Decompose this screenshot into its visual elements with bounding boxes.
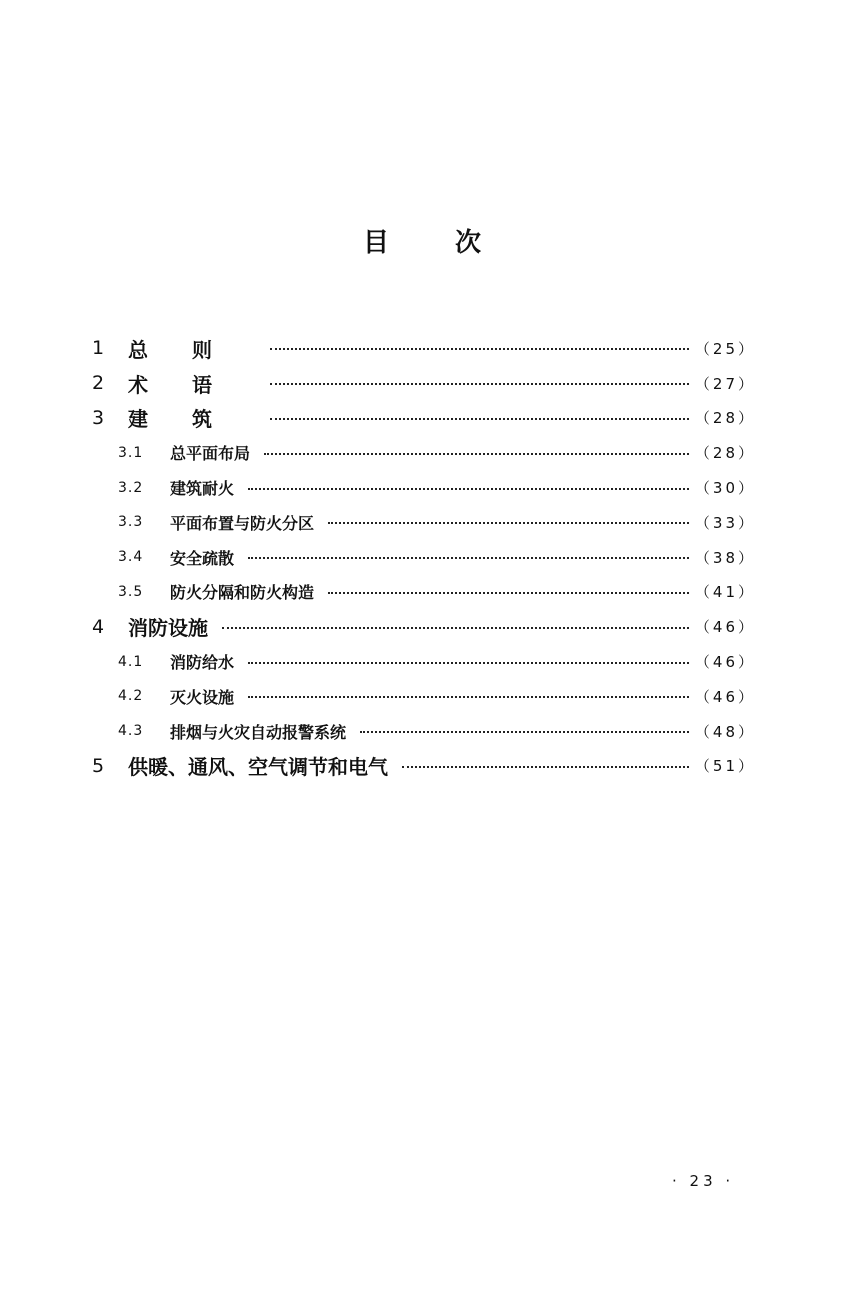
page-number: · 23 ·	[672, 1172, 735, 1190]
toc-entry	[92, 714, 756, 749]
dot-leader	[248, 696, 689, 698]
toc-entry-label: 消防给水	[170, 653, 235, 673]
toc-entry	[92, 749, 756, 784]
toc-entry-number: 4.1	[118, 653, 144, 670]
dot-leader	[402, 766, 689, 768]
toc-entry-number: 4.2	[118, 688, 144, 705]
dot-leader	[270, 383, 689, 385]
toc-entry-label: 供暖、通风、空气调节和电气	[128, 755, 388, 780]
dot-leader	[264, 453, 689, 455]
toc-entry-label: 总平面布局	[170, 444, 251, 464]
dot-leader	[248, 488, 689, 490]
toc-entry-number: 3	[92, 406, 105, 429]
toc-entry	[92, 366, 756, 401]
toc-entry	[92, 331, 756, 366]
toc-entry	[92, 609, 756, 644]
toc-entry-number: 3.5	[118, 583, 144, 600]
toc-entry-page: （27）	[694, 374, 756, 393]
toc-entry-page: （25）	[694, 339, 756, 358]
dot-leader	[270, 348, 689, 350]
toc-entry-page: （51）	[694, 757, 756, 776]
dot-leader	[248, 557, 689, 559]
toc-entry-number: 4	[92, 615, 105, 638]
toc-entry	[92, 435, 756, 470]
toc-entry-label: 安全疏散	[170, 548, 235, 568]
toc-entry-number: 2	[92, 372, 105, 395]
toc-entry-page: （30）	[694, 479, 756, 498]
toc-entry-number: 3.3	[118, 514, 144, 531]
table-of-contents	[92, 331, 756, 783]
toc-entry	[92, 540, 756, 575]
toc-title	[0, 222, 844, 259]
toc-title-char: 次	[455, 228, 482, 258]
toc-entry-label: 排烟与火灾自动报警系统	[170, 722, 347, 742]
toc-entry-page: （46）	[694, 618, 756, 637]
toc-title-char: 目	[362, 228, 389, 258]
toc-entry-page: （33）	[694, 513, 756, 532]
toc-entry-label: 建筑耐火	[170, 479, 235, 499]
dot-leader	[360, 731, 689, 733]
dot-leader	[328, 592, 689, 594]
toc-entry-label: 消防设施	[128, 616, 208, 641]
toc-entry	[92, 679, 756, 714]
toc-entry-label: 建筑	[128, 407, 256, 432]
toc-entry-label: 术语	[128, 372, 256, 397]
toc-entry-label: 灭火设施	[170, 687, 235, 707]
toc-entry-number: 3.2	[118, 479, 144, 496]
toc-entry-page: （46）	[694, 687, 756, 706]
toc-entry	[92, 575, 756, 610]
toc-entry-number: 3.4	[118, 549, 144, 566]
toc-entry-number: 1	[92, 337, 105, 360]
toc-entry	[92, 470, 756, 505]
toc-entry-page: （46）	[694, 653, 756, 672]
toc-entry-label: 平面布置与防火分区	[170, 513, 315, 533]
dot-leader	[328, 522, 689, 524]
toc-entry-number: 3.1	[118, 444, 144, 461]
toc-entry-number: 5	[92, 754, 105, 777]
toc-entry	[92, 401, 756, 436]
toc-entry-page: （38）	[694, 548, 756, 567]
toc-entry-page: （41）	[694, 583, 756, 602]
toc-entry	[92, 505, 756, 540]
toc-entry-label: 总则	[128, 337, 256, 362]
toc-entry-number: 4.3	[118, 723, 144, 740]
toc-entry	[92, 644, 756, 679]
toc-entry-page: （48）	[694, 722, 756, 741]
dot-leader	[248, 662, 689, 664]
toc-entry-page: （28）	[694, 409, 756, 428]
dot-leader	[222, 627, 689, 629]
toc-entry-page: （28）	[694, 444, 756, 463]
dot-leader	[270, 418, 689, 420]
toc-entry-label: 防火分隔和防火构造	[170, 583, 315, 603]
